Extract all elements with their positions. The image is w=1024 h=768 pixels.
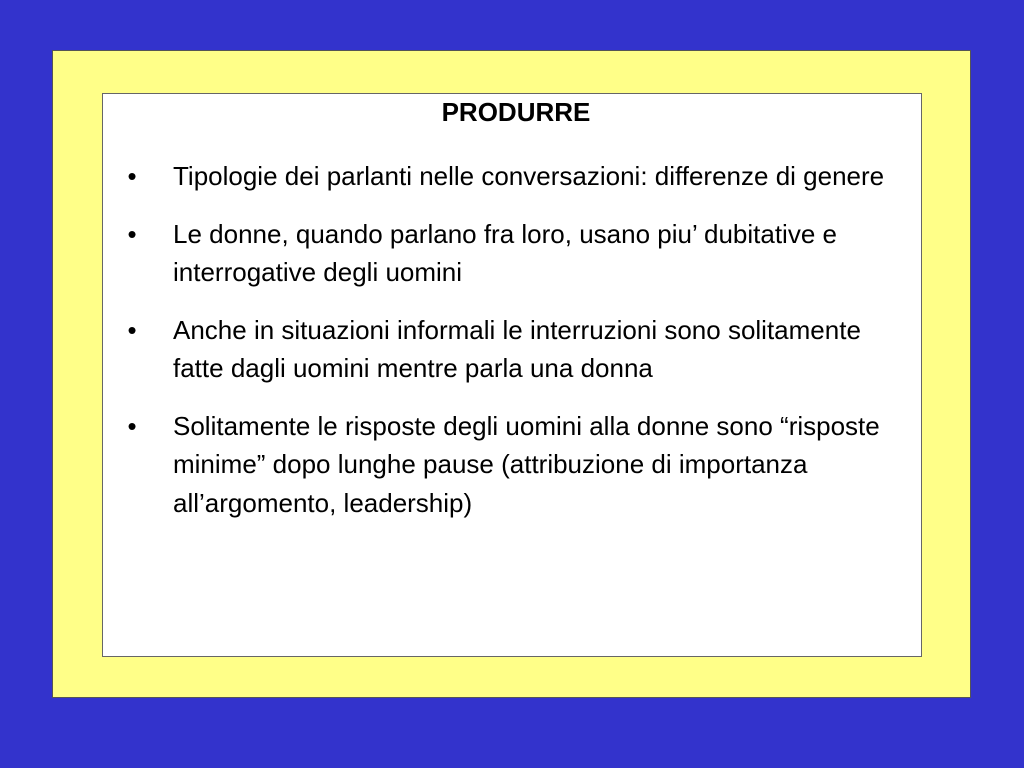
bullet-item (102, 157, 913, 196)
bullet-item (102, 311, 913, 388)
bullet-text: Le donne, quando parlano fra loro, usano piu’ dubitative e interrogative degli uomini (173, 218, 837, 287)
bullet-marker: • (127, 314, 137, 345)
bullet-item (102, 215, 913, 292)
bullet-marker: • (127, 218, 137, 249)
bullet-marker: • (127, 410, 137, 441)
bullet-text: Tipologie dei parlanti nelle conversazioni: differenze di genere (173, 161, 885, 191)
bullet-text: Solitamente le risposte degli uomini alla donne sono “risposte minime” dopo lunghe pause (attribuzione di importanza all’argomento, leadership) (173, 410, 880, 518)
bullet-text: Anche in situazioni informali le interruzioni sono solitamente fatte dagli uomini mentre parla una donna (173, 314, 861, 383)
bullet-marker: • (127, 161, 137, 191)
bullet-item (102, 407, 913, 523)
bullet-list (102, 157, 922, 541)
slide-title: PRODURRE (441, 97, 591, 127)
